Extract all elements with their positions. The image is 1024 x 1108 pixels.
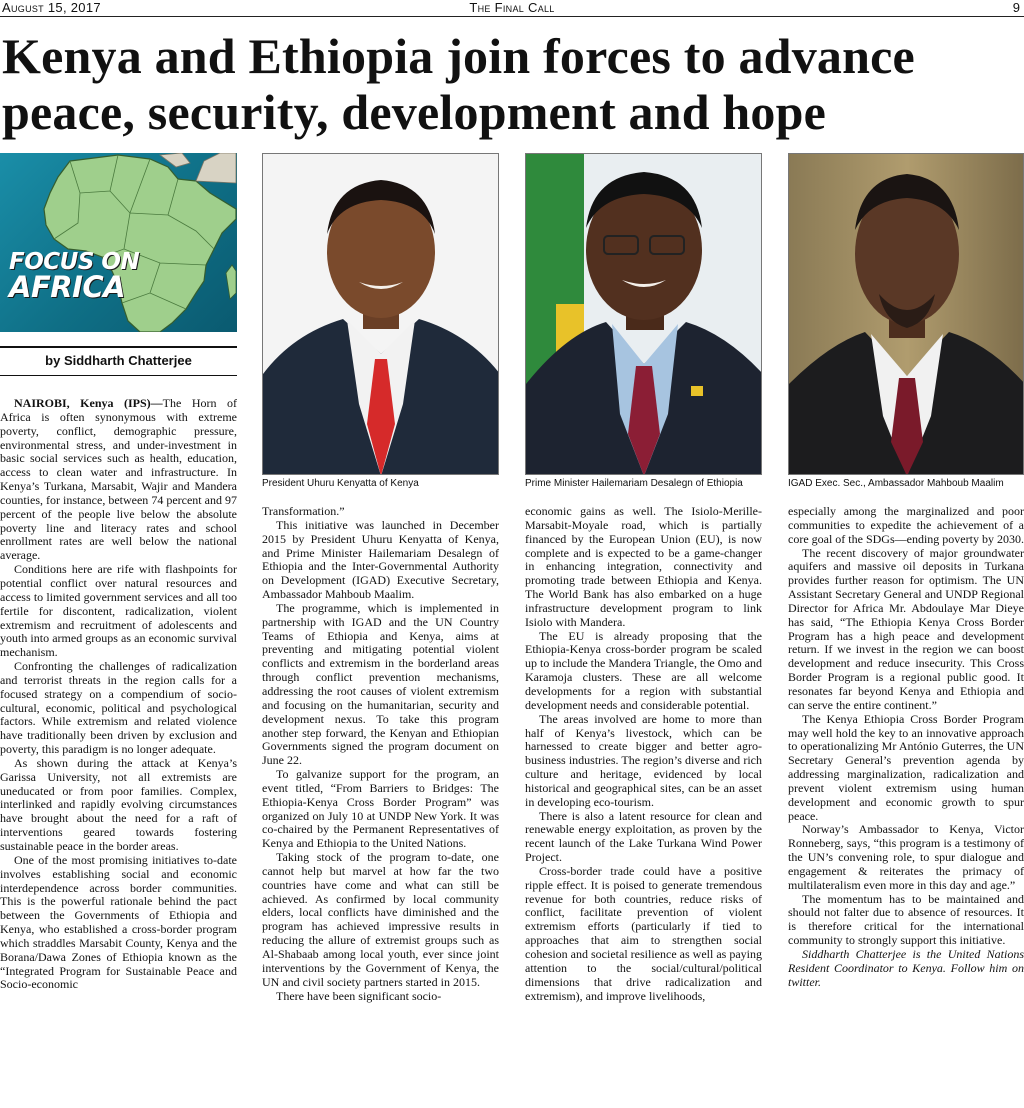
paragraph: To galvanize support for the program, an event titled, “From Barriers to Bridges: The Ethiopia-Kenya Cross Border Program” was organized on July 10 at UNDP New York. It was co-chaired by the Permanent Representatives of Kenya and Ethiopia to the United Nations. bbox=[262, 767, 499, 851]
paragraph: Norway’s Ambassador to Kenya, Victor Ronneberg, says, “this program is a testimony of the UN’s convening role, to spur dialogue and engagement & reiterates the primacy of multilateralism even more in this day and age.” bbox=[788, 822, 1024, 892]
photo-kenyatta bbox=[262, 153, 499, 475]
byline: by Siddharth Chatterjee bbox=[45, 353, 192, 368]
paragraph: Transformation.” bbox=[262, 504, 345, 518]
paragraph: economic gains as well. The Isiolo-Merille-Marsabit-Moyale road, which is partially financed by the European Union (EU), is now complete and is expected to be a game-changer in enhancing integration, connectivity and promoting trade between Ethiopia and Kenya. The World Bank has also embarked on a huge infrastructure development program to link Isiolo with Mandera. bbox=[525, 504, 762, 629]
dateline: NAIROBI, Kenya (IPS)— bbox=[14, 396, 163, 410]
africa-map-icon bbox=[0, 153, 237, 332]
paragraph: Conditions here are rife with flashpoints for potential conflict over natural resources and access to limited government services and all too fertile for discontent, radicalization, violent extremism and recruitment of adolescents and youth into armed groups as an economic survival mechanism. bbox=[0, 562, 237, 660]
paragraph: The Kenya Ethiopia Cross Border Program may well hold the key to an innovative approach to operationalizing Mr António Guterres, the UN Secretary General’s prevention agenda by addressing marginalization, radicalization and prevent violent extremism using human development and economic growth to spur peace. bbox=[788, 711, 1024, 823]
paragraph: The programme, which is implemented in partnership with IGAD and the UN Country Teams of Ethiopia and Kenya, aims at preventing and mitigating potential violent conflicts and extremism in the borderland areas through conflict prevention mechanisms, addressing the root causes of violent extremism and focusing on the humanitarian, security and development nexus. To take this program another step forward, the Kenyan and Ethiopian Governments signed the program document on June 22. bbox=[262, 600, 499, 768]
photo-maalim bbox=[788, 153, 1024, 475]
article-headline: Kenya and Ethiopia join forces to advance peace, security, development and hope bbox=[2, 28, 915, 140]
paragraph: This initiative was launched in December 2015 by President Uhuru Kenyatta of Kenya, and Prime Minister Hailemariam Desalegn of Ethiopia and the Inter-Governmental Authority on Development (IGAD) Executive Secretary, Ambassador Mahboub Maalim. bbox=[262, 517, 499, 602]
paragraph: Taking stock of the program to-date, one cannot help but marvel at how far the two countries have come and what can still be achieved. As confirmed by local community elders, local conflicts have diminished and the program has achieved impressive results in reducing the allure of extremist groups such as Al-Shabaab among local youth, ever since joint interventions by the Government of Kenya, the UN and civil society partners started in 2015. bbox=[262, 850, 499, 989]
paragraph: As shown during the attack at Kenya’s Garissa University, not all extremists are uneducated or from poor families. Complex, interlinked and rapidly evolving circumstances have brought about the need for a raft of interventions geared towards fostering sustainable peace in the border areas. bbox=[0, 755, 237, 853]
article-column-4 bbox=[788, 505, 1024, 990]
paragraph: NAIROBI, Kenya (IPS)—The Horn of Africa is often synonymous with extreme poverty, conflict, demographic pressure, environmental stress, and under-investment in basic social services such as health, education, access to clean water and infrastructure. In Kenya’s Turkana, Marsabit, Wajir and Mandera counties, for instance, between 74 percent and 97 percent of the people live below the absolute poverty line and literacy rates and school enrollment rates are well below the national average. bbox=[0, 396, 237, 563]
paragraph: There is also a latent resource for clean and renewable energy exploitation, as proven by the recent launch of the Lake Turkana Wind Power Project. bbox=[525, 808, 762, 865]
caption-maalim: IGAD Exec. Sec., Ambassador Mahboub Maalim bbox=[788, 478, 1004, 489]
byline-rule-bottom bbox=[0, 375, 237, 376]
paragraph: especially among the marginalized and poor communities to expedite the achievement of a core goal of the SDGs—ending poverty by 2030. bbox=[788, 504, 1024, 546]
paragraph: Confronting the challenges of radicalization and terrorist threats in the region calls for a focused strategy on a compendium of socio-cultural, economic, political and psychological factors. While extremism and related violence have traditionally been driven by exclusion and poverty, this paradigm is no longer adequate. bbox=[0, 659, 237, 757]
caption-kenyatta: President Uhuru Kenyatta of Kenya bbox=[262, 478, 419, 489]
article-column-2 bbox=[262, 505, 499, 1003]
paragraph: Cross-border trade could have a positive ripple effect. It is poised to generate tremendous revenue for both countries, reduce risks of conflict, facilitate prevention of violent extremism efforts (particularly if tied to approaches that aim to strengthen social cohesion and societal resilience as well as paying attention to the social/cultural/political dimensions that drive radicalization and extremism), and improve livelihoods, bbox=[525, 863, 762, 1003]
photo-desalegn bbox=[525, 153, 762, 475]
paragraph: The EU is already proposing that the Ethiopia-Kenya cross-border program be scaled up to include the Mandera Triangle, the Omo and Karamoja clusters. These are all welcome developments for a region with substantial development needs and considerable potential. bbox=[525, 628, 762, 712]
paragraph: The areas involved are home to more than half of Kenya’s livestock, which can be harnessed to create bigger and better agro-business industries. The region’s diverse and rich culture and heritage, evidenced by local historical and geographical sites, can be an asset in developing eco-tourism. bbox=[525, 711, 762, 809]
focus-on-africa-logo bbox=[0, 153, 237, 332]
paragraph: The recent discovery of major groundwater aquifers and massive oil deposits in Turkana provides further reason for optimism. The UN Assistant Secretary General and UNDP Regional Director for Africa Mr. Abdoulaye Mar Dieye has said, “The Ethiopia Kenya Cross Border Program has a high peace and development return. If we invest in the region we can boost development and reduce insecurity. This Cross Border Program is a regional public good. It resonates far beyond Kenya and Ethiopia and can serve the entire continent.” bbox=[788, 545, 1024, 712]
paragraph: One of the most promising initiatives to-date involves establishing social and economic interdependence across border communities. This is the powerful rationale behind the pact between the Governments of Ethiopia and Kenya, who established a cross-border program which straddles Marsabit County, Kenya and the Borana/Dawa Zones of Ethiopia known as the “Integrated Program for Sustainable Peace and Socio-economic bbox=[0, 852, 237, 992]
caption-desalegn: Prime Minister Hailemariam Desalegn of Ethiopia bbox=[525, 478, 743, 489]
publication-name: The Final Call bbox=[469, 0, 555, 15]
logo-text: FOCUS ON AFRICA bbox=[9, 249, 140, 304]
article-column-3 bbox=[525, 505, 762, 1003]
article-column-1 bbox=[0, 397, 237, 992]
page-header bbox=[0, 0, 1024, 17]
paragraph: There have been significant socio- bbox=[276, 988, 442, 1003]
byline-rule-top bbox=[0, 346, 237, 348]
issue-date: August 15, 2017 bbox=[2, 0, 101, 15]
author-bio: Siddharth Chatterjee is the United Nations Resident Coordinator to Kenya. Follow him on twitter. bbox=[788, 947, 1024, 989]
paragraph: The momentum has to be maintained and should not falter due to absence of resources. It is therefore critical for the international community to strongly support this initiative. bbox=[788, 891, 1024, 948]
page-number: 9 bbox=[1012, 0, 1020, 15]
